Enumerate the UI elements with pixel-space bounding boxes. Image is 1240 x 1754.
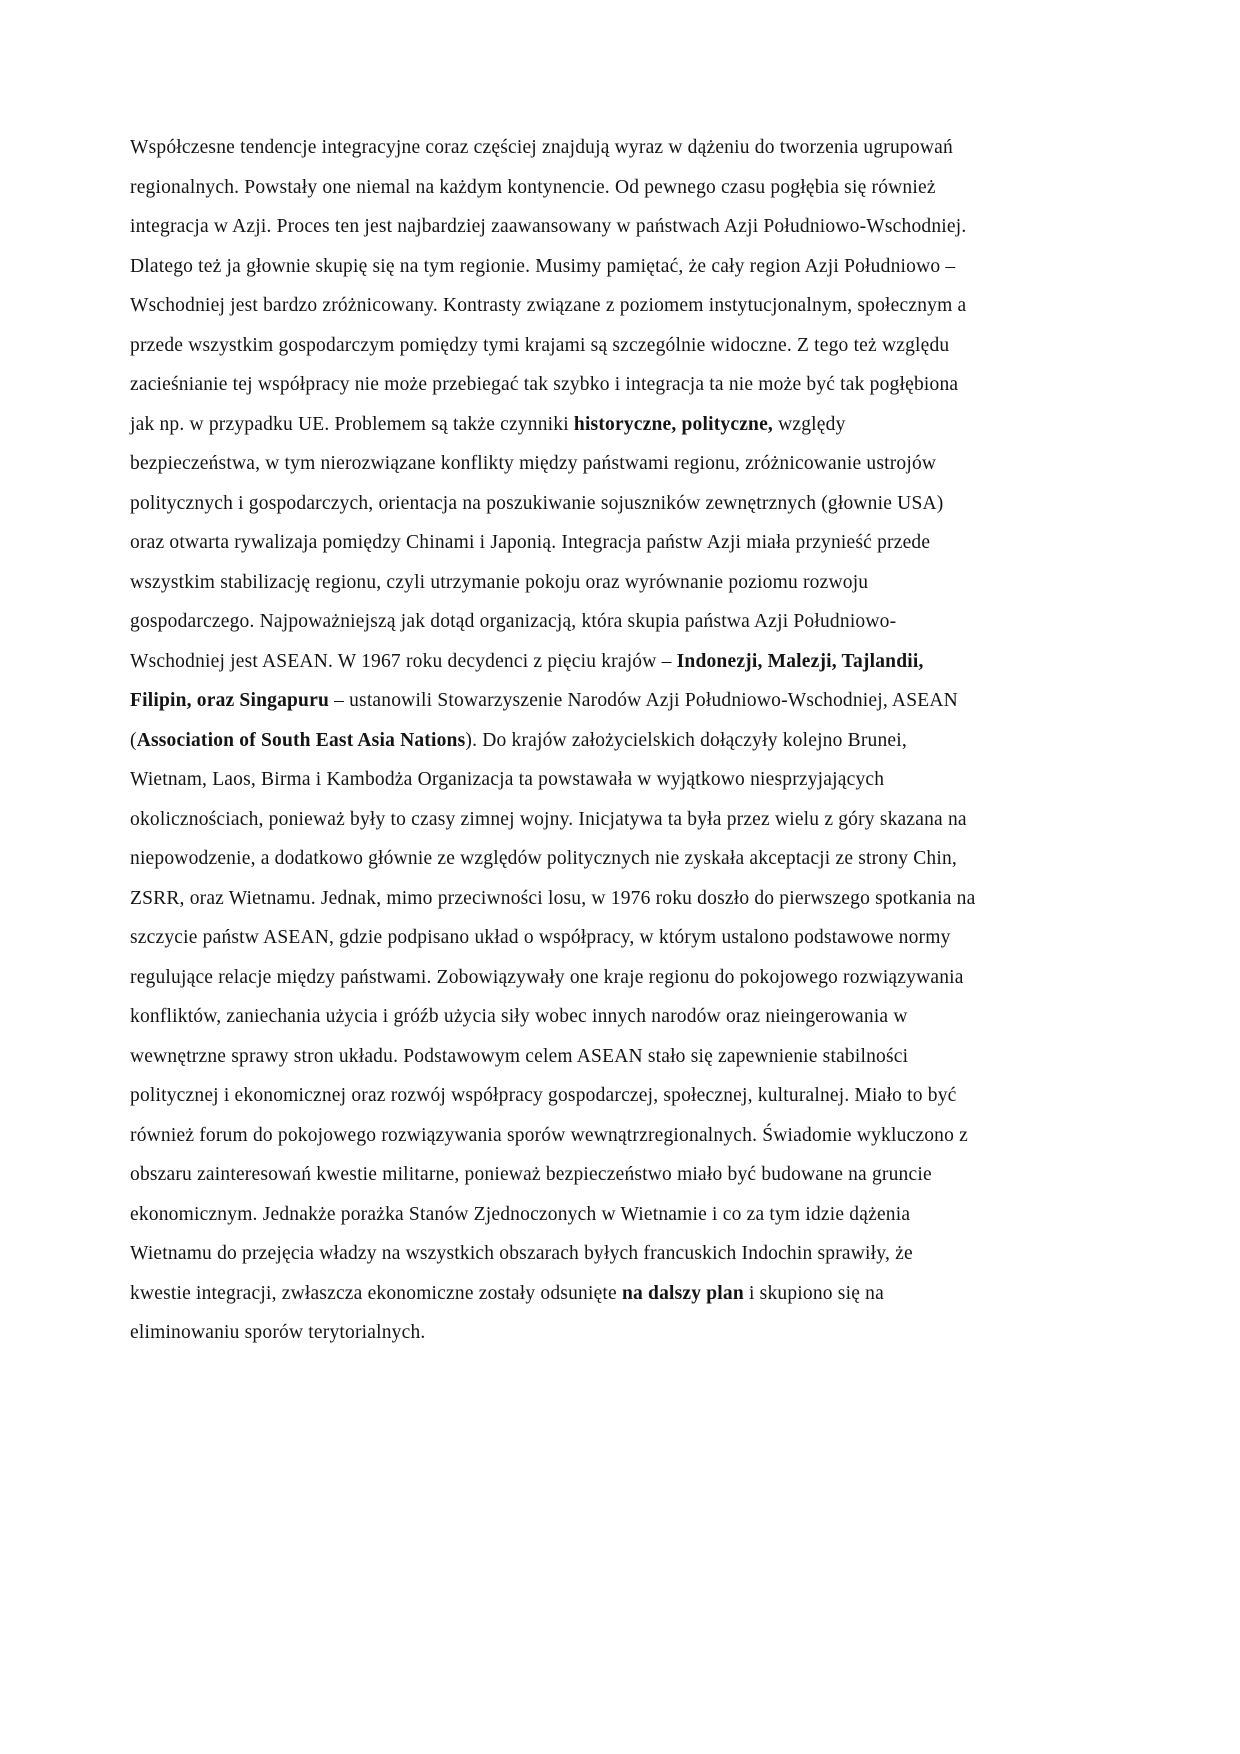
paragraph xyxy=(130,128,978,1353)
text-run: względy bezpieczeństwa, w tym nierozwiązane konflikty między państwami regionu, zróżnicowanie ustrojów politycznych i gospodarczych, orientacja na poszukiwanie sojuszników zewnętrznych (głownie USA) oraz otwarta rywalizaja pomiędzy Chinami i Japonią. Integracja państw Azji miała przynieść przede wszystkim stabilizację regionu, czyli utrzymanie pokoju oraz wyrównanie poziomu rozwoju gospodarczego. Najpoważniejszą jak dotąd organizacją, która skupia państwa Azji Południowo-Wschodniej jest ASEAN. W 1967 roku decydenci z pięciu krajów – xyxy=(130,413,944,672)
emphasis-run: na dalszy plan xyxy=(621,1282,744,1304)
emphasis-run: historyczne, polityczne, xyxy=(573,413,774,435)
document-body-text xyxy=(130,128,978,1353)
text-run: – ustanowili Stowarzyszenie Narodów Azji Południowo-Wschodniej, ASEAN ( xyxy=(130,690,958,751)
text-run: i skupiono się na eliminowaniu sporów terytorialnych. xyxy=(130,1282,884,1343)
emphasis-run: Association of South East Asia Nations xyxy=(136,729,466,751)
text-run: Współczesne tendencje integracyjne coraz częściej znajdują wyraz w dążeniu do tworzenia ugrupowań regionalnych. Powstały one niemal na każdym kontynencie. Od pewnego czasu pogłębia się również integracja w Azji. Proces ten jest najbardziej zaawansowany w państwach Azji Południowo-Wschodniej. Dlatego też ja głownie skupię się na tym regionie. Musimy pamiętać, że cały region Azji Południowo – Wschodniej jest bardzo zróżnicowany. Kontrasty związane z poziomem instytucjonalnym, społecznym a przede wszystkim gospodarczym pomiędzy tymi krajami są szczególnie widoczne. Z tego też względu zacieśnianie tej współpracy nie może przebiegać tak szybko i integracja ta nie może być tak pogłębiona jak np. w przypadku UE. Problemem są także czynniki xyxy=(130,137,967,435)
emphasis-run: Indonezji, Malezji, Tajlandii, Filipin, oraz Singapuru xyxy=(130,650,924,711)
text-run: ). Do krajów założycielskich dołączyły kolejno Brunei, Wietnam, Laos, Birma i Kambodża Organizacja ta powstawała w wyjątkowo niesprzyjających okolicznościach, ponieważ były to czasy zimnej wojny. Inicjatywa ta była przez wielu z góry skazana na niepowodzenie, a dodatkowo głównie ze względów politycznych nie zyskała akceptacji ze strony Chin, ZSRR, oraz Wietnamu. Jednak, mimo przeciwności losu, w 1976 roku doszło do pierwszego spotkania na szczycie państw ASEAN, gdzie podpisano układ o współpracy, w którym ustalono podstawowe normy regulujące relacje między państwami. Zobowiązywały one kraje regionu do pokojowego rozwiązywania konfliktów, zaniechania użycia i gróźb użycia siły wobec innych narodów oraz nieingerowania w wewnętrzne sprawy stron układu. Podstawowym celem ASEAN stało się zapewnienie stabilności politycznej i ekonomicznej oraz rozwój współpracy gospodarczej, społecznej, kulturalnej. Miało to być również forum do pokojowego rozwiązywania sporów wewnątrzregionalnych. Świadomie wykluczono z obszaru zainteresowań kwestie militarne, ponieważ bezpieczeństwo miało być budowane na gruncie ekonomicznym. Jednakże porażka Stanów Zjednoczonych w Wietnamie i co za tym idzie dążenia Wietnamu do przejęcia władzy na wszystkich obszarach byłych francuskich Indochin sprawiły, że kwestie integracji, zwłaszcza ekonomiczne zostały odsunięte xyxy=(130,729,976,1304)
